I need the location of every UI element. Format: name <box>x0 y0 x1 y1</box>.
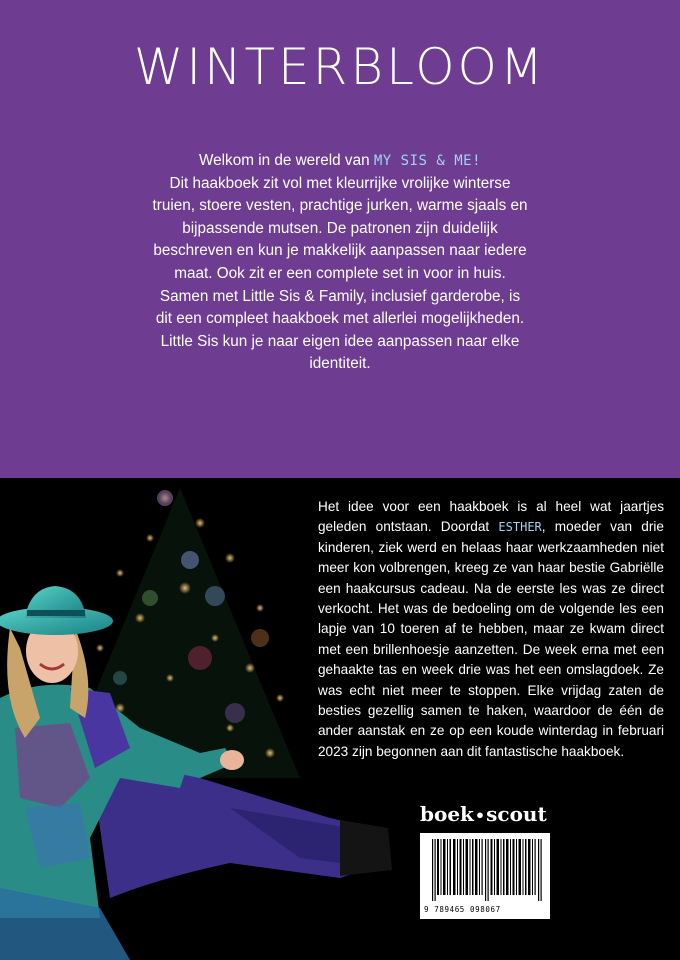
isbn-number: 9 789465 098067 <box>424 905 501 914</box>
author-story <box>318 497 664 762</box>
publisher-dot: • <box>474 806 486 825</box>
brand-name: MY SIS & ME! <box>373 153 482 169</box>
barcode-bars <box>432 839 544 901</box>
book-title: WINTERBLOOM <box>133 38 547 96</box>
author-name: ESTHER <box>498 520 542 535</box>
publisher-name-b: scout <box>486 802 547 826</box>
intro-body: Dit haakboek zit vol met kleurrijke vrolijke winterse truien, stoere vesten, prachtige jurken, warme sjaals en bijpassende mutsen. De patronen zijn duidelijk beschreven en kun je makkelijk aanpassen naar iedere maat. Ook zit er een complete set in voor in huis. Samen met Little Sis & Family, inclusief garderobe, is dit een compleet haakboek met allerlei mogelijkheden. Little Sis kun je naar eigen idee aanpassen naar elke identiteit. <box>152 174 528 373</box>
story-part-2: , moeder van drie kinderen, ziek werd en helaas haar werkzaamheden niet meer kon volbrengen, kreeg ze van haar bestie Gabriëlle een haakcursus cadeau. Na de eerste les was ze direct verkocht. Het was de bedoeling om de volgende les een lapje van 10 toeren af te hebben, maar ze kwam direct met een brillenhoesje aanzetten. De week erna met een gehaakte tas en week drie was het een omslagdoek. Ze was echt niet meer te stoppen. Elke vrijdag zaten de besties gezellig samen te haken, waardoor de één de ander aanstak en ze op een koude winterdag in februari 2023 zijn begonnen aan dit fantastische haakboek. <box>318 519 664 759</box>
top-panel <box>0 0 680 478</box>
intro-prefix: Welkom in de wereld van <box>198 152 374 169</box>
story-part-1: Het idee voor een haakboek is al heel wat jaartjes geleden ontstaan. Doordat <box>318 499 664 535</box>
publisher-logo <box>420 802 547 826</box>
publisher-name-a: boek <box>420 802 474 826</box>
intro-text <box>150 150 530 376</box>
